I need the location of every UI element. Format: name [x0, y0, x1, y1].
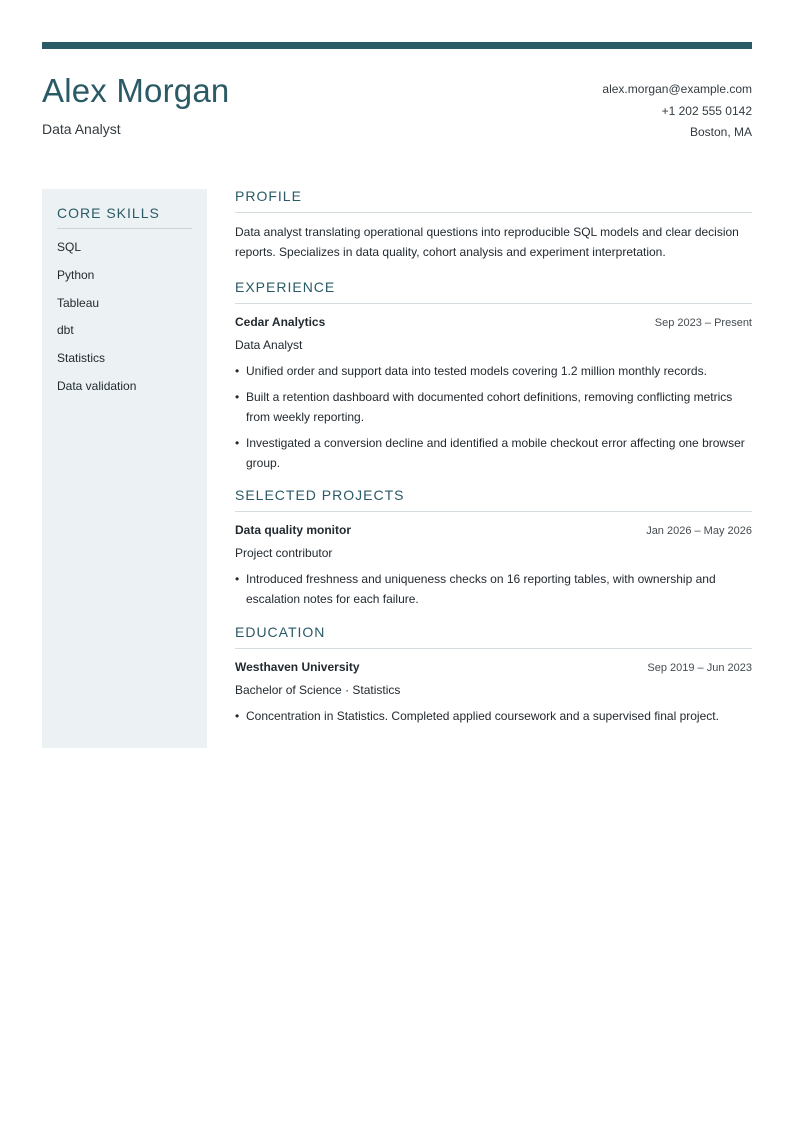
header-accent-rule — [42, 42, 752, 49]
bullet-glyph: • — [235, 390, 240, 404]
bullet-glyph: • — [235, 572, 240, 586]
education-detail-text: Concentration in Statistics. Completed applied coursework and a supervised final project. — [246, 709, 719, 723]
study-dates: Sep 2019 – Jun 2023 — [647, 662, 752, 674]
achievement-item — [235, 387, 752, 427]
section-title-experience: EXPERIENCE — [235, 279, 752, 304]
achievement-list — [235, 361, 752, 473]
education-section — [235, 624, 752, 726]
education-entry — [235, 659, 752, 726]
employment-dates: Sep 2023 – Present — [654, 317, 752, 329]
school-name: Westhaven University — [235, 660, 360, 674]
employer-name: Cedar Analytics — [235, 315, 326, 329]
experience-entry — [235, 314, 752, 473]
skill-item: Data validation — [57, 378, 137, 393]
entry-header — [235, 522, 752, 539]
profile-summary: Data analyst translating operational questions into reproducible SQL models and clear decision reports. Specializes in data quality, cohort analysis and experiment interpretation. — [235, 225, 739, 259]
projects-section — [235, 487, 752, 609]
project-name: Data quality monitor — [235, 523, 352, 537]
education-detail-item — [235, 706, 752, 726]
section-title-education: EDUCATION — [235, 624, 752, 649]
entry-header — [235, 659, 752, 676]
education-detail-list — [235, 706, 752, 726]
skill-item: Python — [57, 267, 95, 282]
candidate-name: Alex Morgan — [42, 72, 230, 109]
contact-location: Boston, MA — [689, 125, 752, 139]
contact-block — [602, 79, 752, 144]
candidate-headline: Data Analyst — [42, 121, 121, 137]
project-detail-list — [235, 569, 752, 609]
degree: Bachelor of Science · Statistics — [235, 683, 401, 697]
skill-item: dbt — [57, 323, 74, 338]
skills-list — [57, 240, 136, 407]
project-dates: Jan 2026 – May 2026 — [646, 525, 752, 537]
achievement-text: Unified order and support data into tested models covering 1.2 million monthly records. — [246, 364, 707, 378]
entry-header — [235, 314, 752, 331]
achievement-item — [235, 433, 752, 473]
bullet-glyph: • — [235, 709, 240, 723]
project-detail-text: Introduced freshness and uniqueness checks on 16 reporting tables, with ownership and escalation notes for each failure. — [246, 572, 716, 606]
section-title-profile: PROFILE — [235, 188, 752, 213]
project-entry — [235, 522, 752, 609]
skill-item: Tableau — [57, 295, 100, 310]
experience-section — [235, 279, 752, 473]
skill-item: Statistics — [57, 351, 106, 366]
achievement-item — [235, 361, 752, 381]
achievement-text: Built a retention dashboard with documented cohort definitions, removing conflicting metrics from weekly reporting. — [246, 390, 733, 424]
main-column — [235, 188, 752, 732]
contact-email[interactable]: alex.morgan@example.com — [602, 82, 752, 96]
bullet-glyph: • — [235, 364, 240, 378]
profile-section — [235, 188, 752, 262]
project-role: Project contributor — [235, 546, 333, 560]
contact-phone: +1 202 555 0142 — [661, 103, 752, 118]
bullet-glyph: • — [235, 436, 240, 450]
job-title: Data Analyst — [235, 338, 303, 352]
project-detail-item — [235, 569, 752, 609]
skills-heading: CORE SKILLS — [57, 205, 192, 229]
skill-item: SQL — [57, 240, 82, 254]
section-title-projects: SELECTED PROJECTS — [235, 487, 752, 512]
achievement-text: Investigated a conversion decline and identified a mobile checkout error affecting one browser group. — [246, 436, 745, 470]
skills-sidebar — [42, 189, 207, 748]
